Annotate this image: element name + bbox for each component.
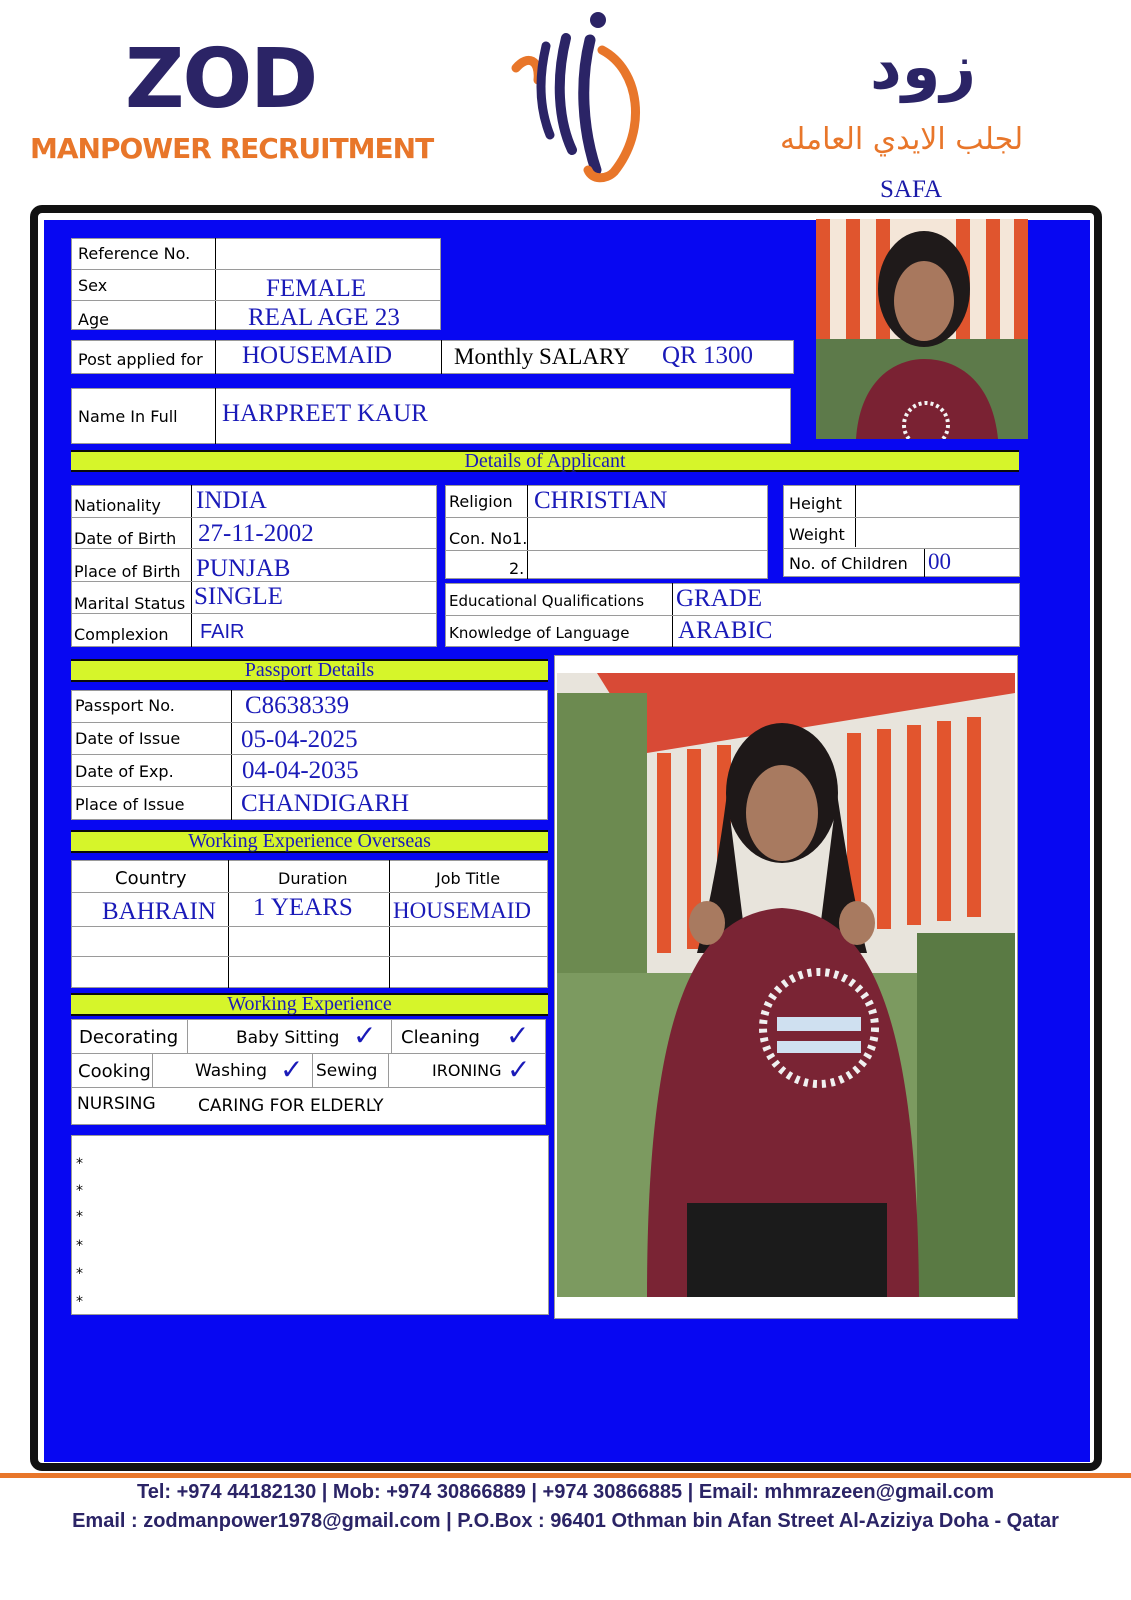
issue-place-value: CHANDIGARH bbox=[241, 790, 410, 817]
washing-label: Washing bbox=[195, 1061, 268, 1081]
height-label: Height bbox=[789, 494, 842, 513]
dob-label: Date of Birth bbox=[74, 529, 177, 548]
job-column-header: Job Title bbox=[436, 869, 501, 888]
cooking-label: Cooking bbox=[78, 1061, 151, 1082]
complexion-label: Complexion bbox=[74, 625, 169, 644]
cleaning-check-icon: ✓ bbox=[506, 1019, 530, 1052]
name-row bbox=[71, 388, 791, 444]
children-label: No. of Children bbox=[789, 554, 908, 573]
sex-value: FEMALE bbox=[266, 275, 366, 302]
passport-heading: Passport Details bbox=[71, 659, 548, 682]
details-heading: Details of Applicant bbox=[71, 450, 1019, 472]
marital-value: SINGLE bbox=[194, 583, 283, 610]
post-label: Post applied for bbox=[78, 350, 203, 369]
notes-box bbox=[71, 1135, 549, 1315]
weight-label: Weight bbox=[789, 525, 845, 544]
issue-date-value: 05-04-2025 bbox=[241, 726, 358, 753]
age-label: Age bbox=[78, 310, 109, 329]
contact1-label: Con. No1. bbox=[449, 529, 528, 548]
note-bullet: * bbox=[76, 1209, 83, 1225]
pob-value: PUNJAB bbox=[196, 555, 291, 582]
age-value: REAL AGE 23 bbox=[248, 304, 400, 331]
salary-label: Monthly SALARY bbox=[454, 344, 630, 369]
brand-subtitle: MANPOWER RECRUITMENT bbox=[30, 132, 434, 165]
ironing-label: IRONING bbox=[432, 1061, 502, 1080]
footer-divider bbox=[0, 1473, 1131, 1478]
note-bullet: * bbox=[76, 1294, 83, 1310]
overseas-heading: Working Experience Overseas bbox=[71, 830, 548, 853]
issue-place-label: Place of Issue bbox=[75, 795, 185, 814]
nationality-label: Nationality bbox=[74, 496, 161, 515]
marital-label: Marital Status bbox=[74, 594, 186, 613]
passport-no-label: Passport No. bbox=[75, 696, 175, 715]
expiry-date-label: Date of Exp. bbox=[75, 762, 174, 781]
note-bullet: * bbox=[76, 1156, 83, 1172]
note-bullet: * bbox=[76, 1238, 83, 1254]
reference-label: Reference No. bbox=[78, 244, 191, 263]
nationality-value: INDIA bbox=[196, 487, 267, 514]
overseas-job: HOUSEMAID bbox=[393, 898, 531, 923]
nursing-label: NURSING bbox=[77, 1094, 156, 1114]
religion-value: CHRISTIAN bbox=[534, 487, 668, 514]
baby-sitting-label: Baby Sitting bbox=[236, 1028, 340, 1048]
duration-column-header: Duration bbox=[278, 869, 348, 888]
note-bullet: * bbox=[76, 1183, 83, 1199]
ironing-check-icon: ✓ bbox=[507, 1053, 531, 1086]
experience-heading: Working Experience bbox=[71, 993, 548, 1016]
cleaning-label: Cleaning bbox=[401, 1027, 480, 1048]
expiry-date-value: 04-04-2035 bbox=[242, 757, 359, 784]
name-label: Name In Full bbox=[78, 407, 178, 426]
baby-sitting-check-icon: ✓ bbox=[353, 1019, 377, 1052]
brand-arabic: زود bbox=[870, 30, 977, 103]
complexion-value: FAIR bbox=[200, 621, 245, 643]
language-label: Knowledge of Language bbox=[449, 624, 630, 642]
education-value: GRADE bbox=[676, 585, 763, 612]
sex-label: Sex bbox=[78, 276, 108, 295]
pob-label: Place of Birth bbox=[74, 562, 181, 581]
brand-arabic-subtitle: لجلب الايدي العامله bbox=[780, 122, 1024, 157]
name-value: HARPREET KAUR bbox=[222, 400, 428, 427]
passport-no-value: C8638339 bbox=[245, 692, 350, 719]
footer-contact-line: Tel: +974 44182130 | Mob: +974 30866889 | +974 30866885 | Email: mhmrazeen@gmail.com bbox=[137, 1481, 994, 1503]
company-logo bbox=[510, 10, 650, 185]
footer-address-line: Email : zodmanpower1978@gmail.com | P.O.Box : 96401 Othman bin Afan Street Al-Aziziya Doha - Qatar bbox=[72, 1510, 1059, 1532]
issue-date-label: Date of Issue bbox=[75, 729, 181, 748]
overseas-duration: 1 YEARS bbox=[253, 894, 353, 921]
religion-label: Religion bbox=[449, 492, 513, 511]
salary-value: QR 1300 bbox=[662, 342, 753, 369]
brand-title: ZOD bbox=[125, 32, 317, 127]
branch-name: SAFA bbox=[880, 176, 943, 203]
language-value: ARABIC bbox=[678, 617, 773, 644]
education-label: Educational Qualifications bbox=[449, 592, 645, 610]
country-column-header: Country bbox=[115, 868, 187, 889]
decorating-label: Decorating bbox=[79, 1027, 179, 1048]
overseas-country: BAHRAIN bbox=[102, 898, 216, 925]
note-bullet: * bbox=[76, 1266, 83, 1282]
post-value: HOUSEMAID bbox=[242, 342, 392, 369]
applicant-full-photo bbox=[557, 673, 1015, 1297]
sewing-label: Sewing bbox=[316, 1061, 378, 1081]
dob-value: 27-11-2002 bbox=[198, 520, 314, 547]
applicant-portrait bbox=[816, 219, 1028, 439]
contact2-label: 2. bbox=[509, 559, 525, 578]
children-value: 00 bbox=[928, 549, 951, 574]
washing-check-icon: ✓ bbox=[280, 1053, 304, 1086]
elderly-care-label: CARING FOR ELDERLY bbox=[198, 1096, 384, 1116]
